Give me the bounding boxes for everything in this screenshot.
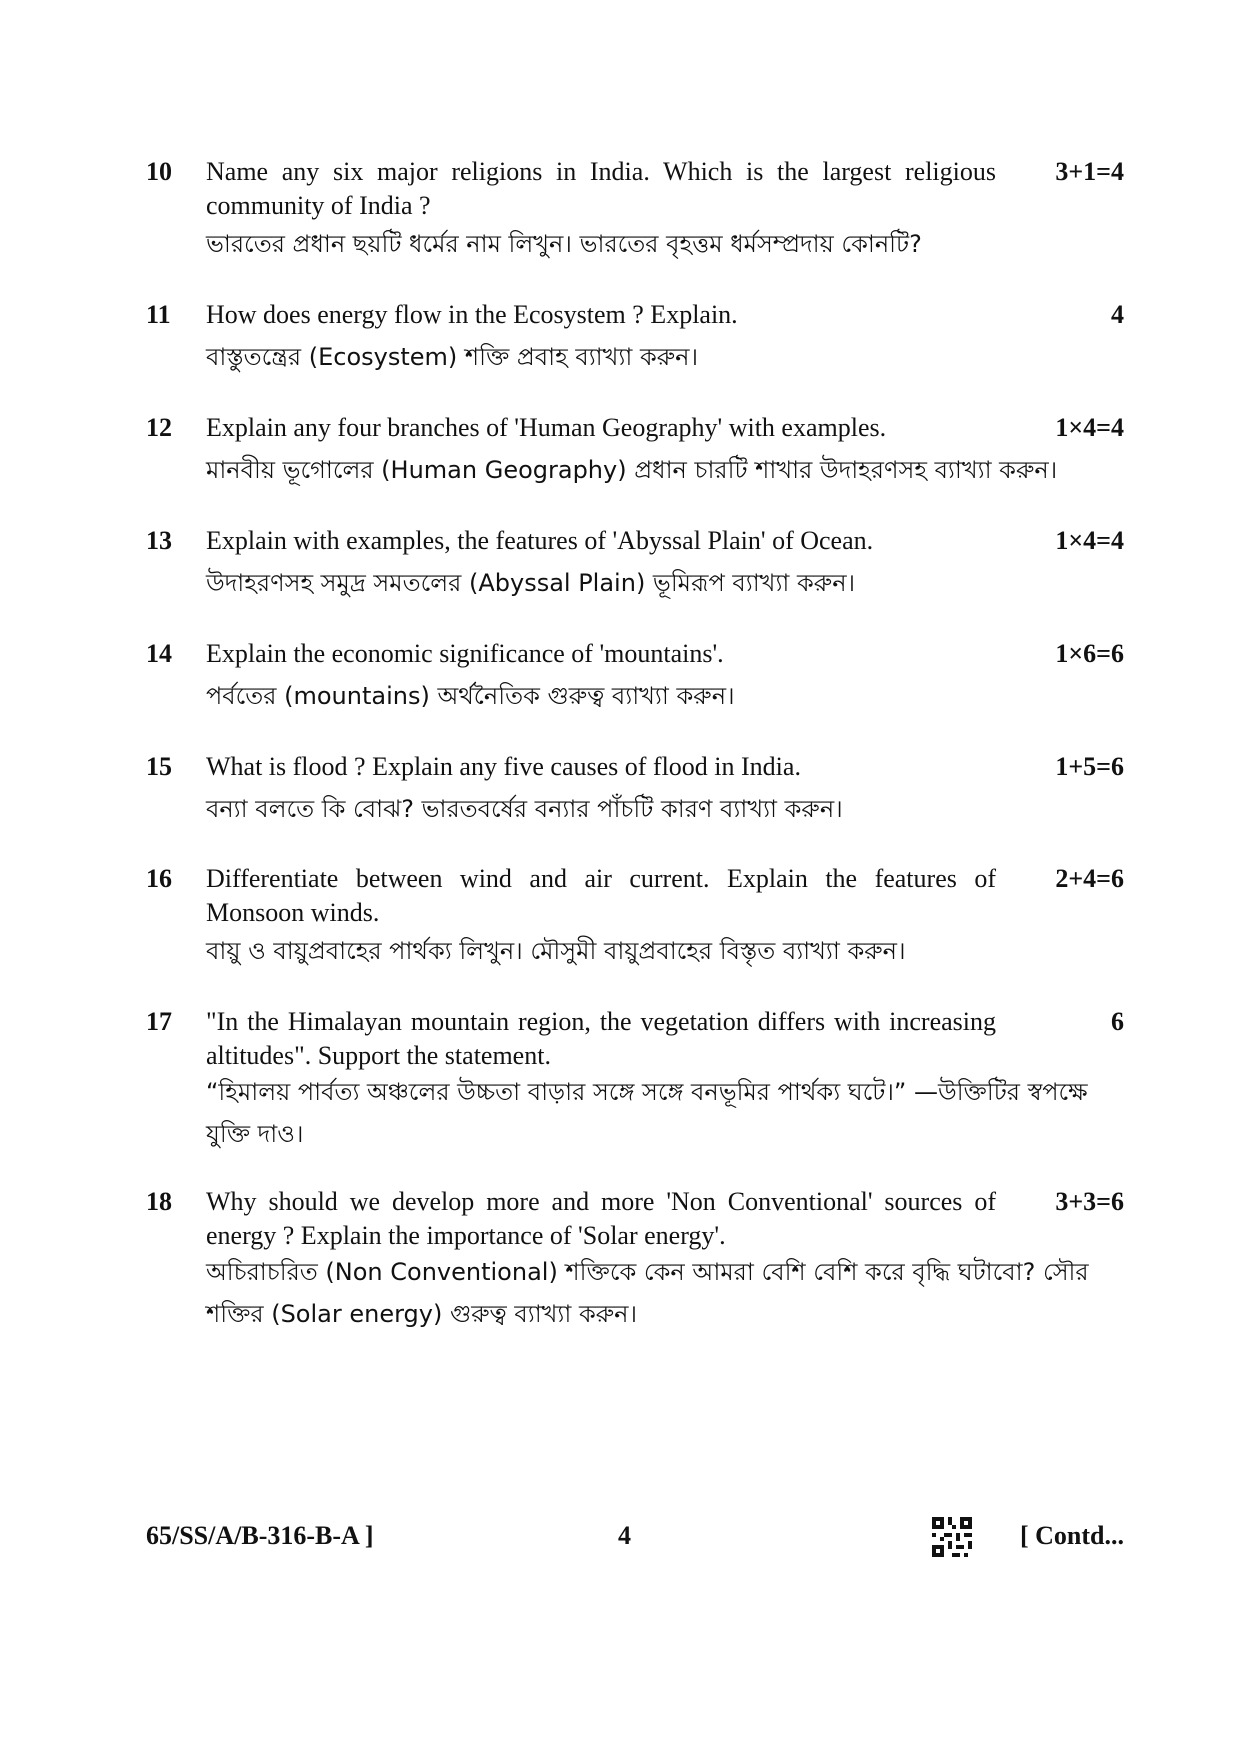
question-marks: 3+3=6 (1055, 1187, 1124, 1216)
page-footer (146, 1521, 1124, 1561)
question-text-english: Explain with examples, the features of 'Abyssal Plain' of Ocean. (206, 526, 874, 555)
question-number: 16 (146, 864, 172, 893)
question-text-bengali: বন্যা বলতে কি বোঝ? ভারতবর্ষের বন্যার পাঁচটি কারণ ব্যাখ্যা করুন। (206, 795, 843, 823)
question-number: 14 (146, 639, 172, 668)
continued-label: [ Contd... (1019, 1521, 1124, 1550)
question-marks: 2+4=6 (1055, 864, 1124, 893)
question-text-english: "In the Himalayan mountain region, the vegetation differs with increasing altitudes". Support the statement. (206, 1007, 996, 1070)
question-text-bengali: বায়ু ও বায়ুপ্রবাহের পার্থক্য লিখুন। মৌসুমী বায়ুপ্রবাহের বিস্তৃত ব্যাখ্যা করুন। (206, 937, 906, 965)
question-text-bengali: “হিমালয় পার্বত্য অঞ্চলের উচ্চতা বাড়ার সঙ্গে সঙ্গে বনভূমির পার্থক্য ঘটে।” —উক্তিটির স্বপক্ষে যুক্তি দাও। (206, 1078, 1088, 1148)
question-text-bengali: অচিরাচরিত (Non Conventional) শক্তিকে কেন আমরা বেশি বেশি করে বৃদ্ধি ঘটাবো? সৌর শক্তির (Solar energy) গুরুত্ব ব্যাখ্যা করুন। (206, 1258, 1089, 1328)
question-text-bengali: ভারতের প্রধান ছয়টি ধর্মের নাম লিখুন। ভারতের বৃহত্তম ধর্মসম্প্রদায় কোনটি? (206, 230, 922, 258)
question-text-english: How does energy flow in the Ecosystem ? Explain. (206, 300, 738, 329)
paper-code: 65/SS/A/B-316-B-A ] (146, 1521, 374, 1550)
question-number: 10 (146, 157, 172, 186)
question-number: 17 (146, 1007, 172, 1036)
question-text-bengali: উদাহরণসহ সমুদ্র সমতলের (Abyssal Plain) ভূমিরূপ ব্যাখ্যা করুন। (206, 569, 856, 597)
question-text-english: What is flood ? Explain any five causes of flood in India. (206, 752, 801, 781)
question-text-bengali: বাস্তুতন্ত্রের (Ecosystem) শক্তি প্রবাহ ব্যাখ্যা করুন। (206, 343, 699, 371)
question-number: 18 (146, 1187, 172, 1216)
question-number: 11 (146, 300, 171, 329)
question-marks: 1×4=4 (1055, 526, 1124, 555)
qr-code-icon (932, 1517, 972, 1557)
question-marks: 6 (1111, 1007, 1124, 1036)
question-marks: 3+1=4 (1055, 157, 1124, 186)
question-marks: 4 (1111, 300, 1124, 329)
question-text-english: Name any six major religions in India. Which is the largest religious community of India ? (206, 157, 996, 220)
question-marks: 1+5=6 (1055, 752, 1124, 781)
question-text-bengali: মানবীয় ভূগোলের (Human Geography) প্রধান চারটি শাখার উদাহরণসহ ব্যাখ্যা করুন। (206, 456, 1058, 484)
question-number: 15 (146, 752, 172, 781)
question-text-bengali: পর্বতের (mountains) অর্থনৈতিক গুরুত্ব ব্যাখ্যা করুন। (206, 682, 735, 710)
question-text-english: Explain the economic significance of 'mountains'. (206, 639, 724, 668)
question-text-english: Why should we develop more and more 'Non Conventional' sources of energy ? Explain the importance of 'Solar energy'. (206, 1187, 996, 1250)
question-number: 13 (146, 526, 172, 555)
question-marks: 1×4=4 (1055, 413, 1124, 442)
page-number: 4 (618, 1521, 631, 1550)
question-text-english: Explain any four branches of 'Human Geography' with examples. (206, 413, 887, 442)
question-marks: 1×6=6 (1055, 639, 1124, 668)
question-text-english: Differentiate between wind and air current. Explain the features of Monsoon winds. (206, 864, 996, 927)
question-number: 12 (146, 413, 172, 442)
